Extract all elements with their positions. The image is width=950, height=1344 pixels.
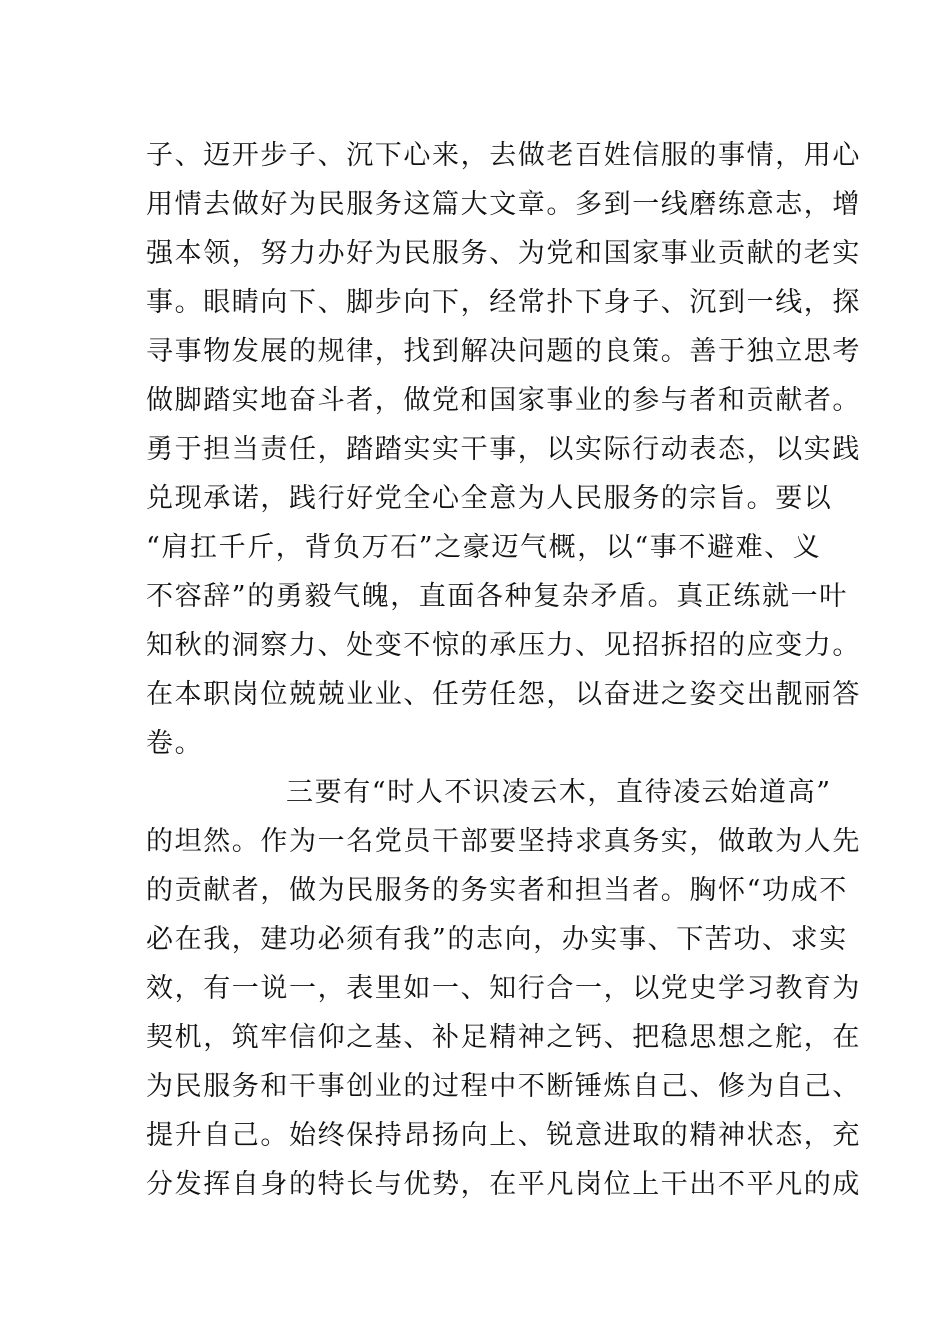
text-line: 用情去做好为民服务这篇大文章。多到一线磨练意志，增 [146, 189, 861, 220]
text-line: 做脚踏实地奋斗者，做党和国家事业的参与者和贡献者。 [146, 385, 861, 416]
text-line: 卷。 [146, 728, 204, 759]
text-line: 契机，筑牢信仰之基、补足精神之钙、把稳思想之舵，在 [146, 1022, 861, 1053]
text-line: 提升自己。始终保持昂扬向上、锐意进取的精神状态，充 [146, 1120, 861, 1151]
paragraph-start-line: 三要有“时人不识凌云木，直待凌云始道高” [286, 777, 832, 808]
text-line: 勇于担当责任，踏踏实实干事，以实际行动表态，以实践 [146, 434, 861, 465]
text-line: 必在我，建功必须有我”的志向，办实事、下苦功、求实 [146, 924, 848, 955]
text-line: 事。眼睛向下、脚步向下，经常扑下身子、沉到一线，探 [146, 287, 861, 318]
text-line: 强本领，努力办好为民服务、为党和国家事业贡献的老实 [146, 238, 861, 269]
text-line: 在本职岗位兢兢业业、任劳任怨，以奋进之姿交出靓丽答 [146, 679, 861, 710]
text-line: 的贡献者，做为民服务的务实者和担当者。胸怀“功成不 [146, 875, 848, 906]
text-line: “肩扛千斤，背负万石”之豪迈气概，以“事不避难、义 [146, 532, 822, 563]
body-text [146, 131, 861, 1209]
text-line: 效，有一说一，表里如一、知行合一，以党史学习教育为 [146, 973, 861, 1004]
text-line: 子、迈开步子、沉下心来，去做老百姓信服的事情，用心 [146, 140, 861, 171]
text-line: 的坦然。作为一名党员干部要坚持求真务实，做敢为人先 [146, 826, 861, 857]
text-line: 知秋的洞察力、处变不惊的承压力、见招拆招的应变力。 [146, 630, 861, 661]
text-line: 分发挥自身的特长与优势，在平凡岗位上干出不平凡的成 [146, 1169, 861, 1200]
text-line: 兑现承诺，践行好党全心全意为人民服务的宗旨。要以 [146, 483, 833, 514]
text-line: 寻事物发展的规律，找到解决问题的良策。善于独立思考 [146, 336, 861, 367]
text-line: 为民服务和干事创业的过程中不断锤炼自己、修为自己、 [146, 1071, 861, 1102]
text-line: 不容辞”的勇毅气魄，直面各种复杂矛盾。真正练就一叶 [146, 581, 848, 612]
